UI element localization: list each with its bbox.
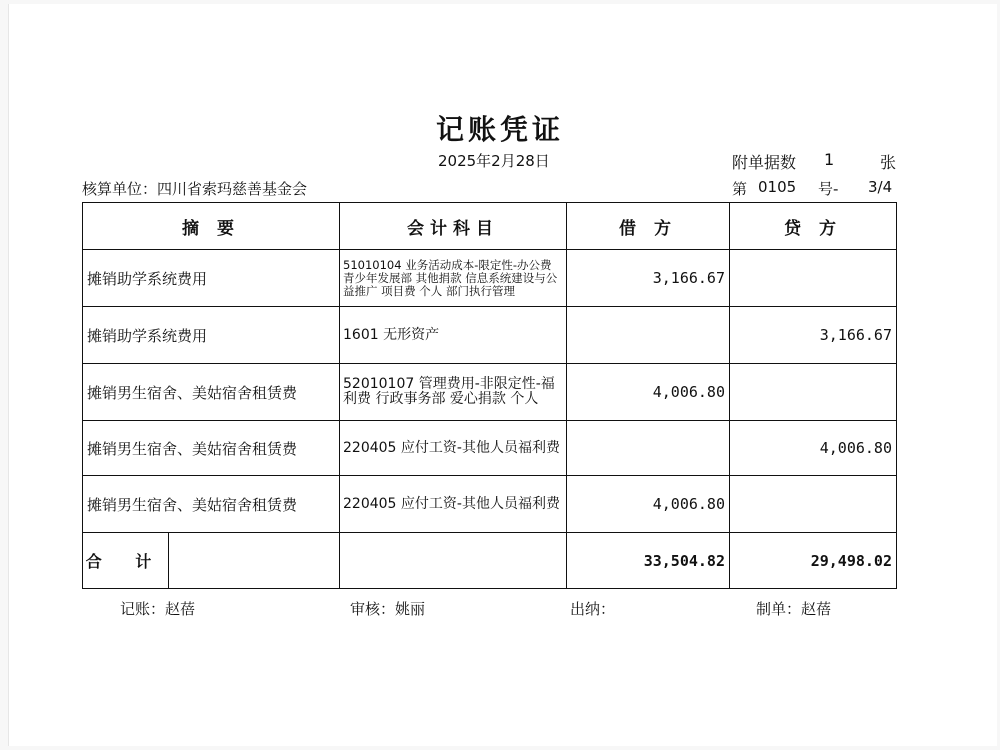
row-debit (567, 307, 730, 364)
row-summary: 摊销男生宿舍、美姑宿舍租赁费 (83, 476, 340, 533)
table-row (83, 250, 897, 307)
row-summary: 摊销助学系统费用 (83, 250, 340, 307)
number-prefix: 第 (732, 180, 748, 198)
header-credit: 贷 方 (730, 203, 897, 250)
accounting-unit (82, 178, 307, 199)
row-summary: 摊销助学系统费用 (83, 307, 340, 364)
total-row (83, 533, 897, 589)
table-row (83, 476, 897, 533)
total-debit: 33,504.82 (567, 533, 730, 589)
row-account: 51010104 业务活动成本-限定性-办公费 青少年发展部 其他捐款 信息系统建设与公益推广 项目费 个人 部门执行管理 (340, 250, 567, 307)
row-credit (730, 476, 897, 533)
row-account: 220405 应付工资-其他人员福利费 (340, 476, 567, 533)
row-debit (567, 421, 730, 476)
cashier: 出纳： (570, 600, 616, 618)
unit-name: 四川省索玛慈善基金会 (157, 180, 308, 198)
number-value: 0105 (758, 178, 797, 196)
row-account: 220405 应付工资-其他人员福利费 (340, 421, 567, 476)
row-credit: 3,166.67 (730, 307, 897, 364)
attachment-label: 附单据数 (732, 153, 797, 172)
total-account-blank (340, 533, 567, 589)
table-row (83, 307, 897, 364)
total-blank (169, 533, 340, 589)
row-credit: 4,006.80 (730, 421, 897, 476)
header-row (83, 203, 897, 250)
attachment-unit: 张 (880, 153, 897, 172)
total-credit: 29,498.02 (730, 533, 897, 589)
header-debit: 借 方 (567, 203, 730, 250)
row-account: 1601 无形资产 (340, 307, 567, 364)
table-row (83, 421, 897, 476)
row-credit (730, 250, 897, 307)
row-summary: 摊销男生宿舍、美姑宿舍租赁费 (83, 421, 340, 476)
bookkeeper: 记账：赵蓓 (120, 600, 196, 618)
row-debit: 4,006.80 (567, 364, 730, 421)
preparer: 制单：赵蓓 (756, 600, 832, 618)
header-summary: 摘 要 (83, 203, 340, 250)
table-row (83, 364, 897, 421)
header-account: 会计科目 (340, 203, 567, 250)
unit-label: 核算单位： (82, 180, 158, 198)
voucher-table (82, 202, 897, 589)
attachment-count: 1 (824, 150, 835, 169)
reviewer: 审核：姚丽 (350, 600, 426, 618)
row-debit: 3,166.67 (567, 250, 730, 307)
voucher-title: 记账凭证 (435, 113, 564, 146)
voucher-date: 2025年2月28日 (438, 152, 550, 170)
row-account: 52010107 管理费用-非限定性-福利费 行政事务部 爱心捐款 个人 (340, 364, 567, 421)
total-label: 合 计 (83, 533, 169, 589)
number-suffix: 号- (818, 180, 839, 198)
row-credit (730, 364, 897, 421)
page-index: 3/4 (868, 178, 893, 196)
row-debit: 4,006.80 (567, 476, 730, 533)
row-summary: 摊销男生宿舍、美姑宿舍租赁费 (83, 364, 340, 421)
